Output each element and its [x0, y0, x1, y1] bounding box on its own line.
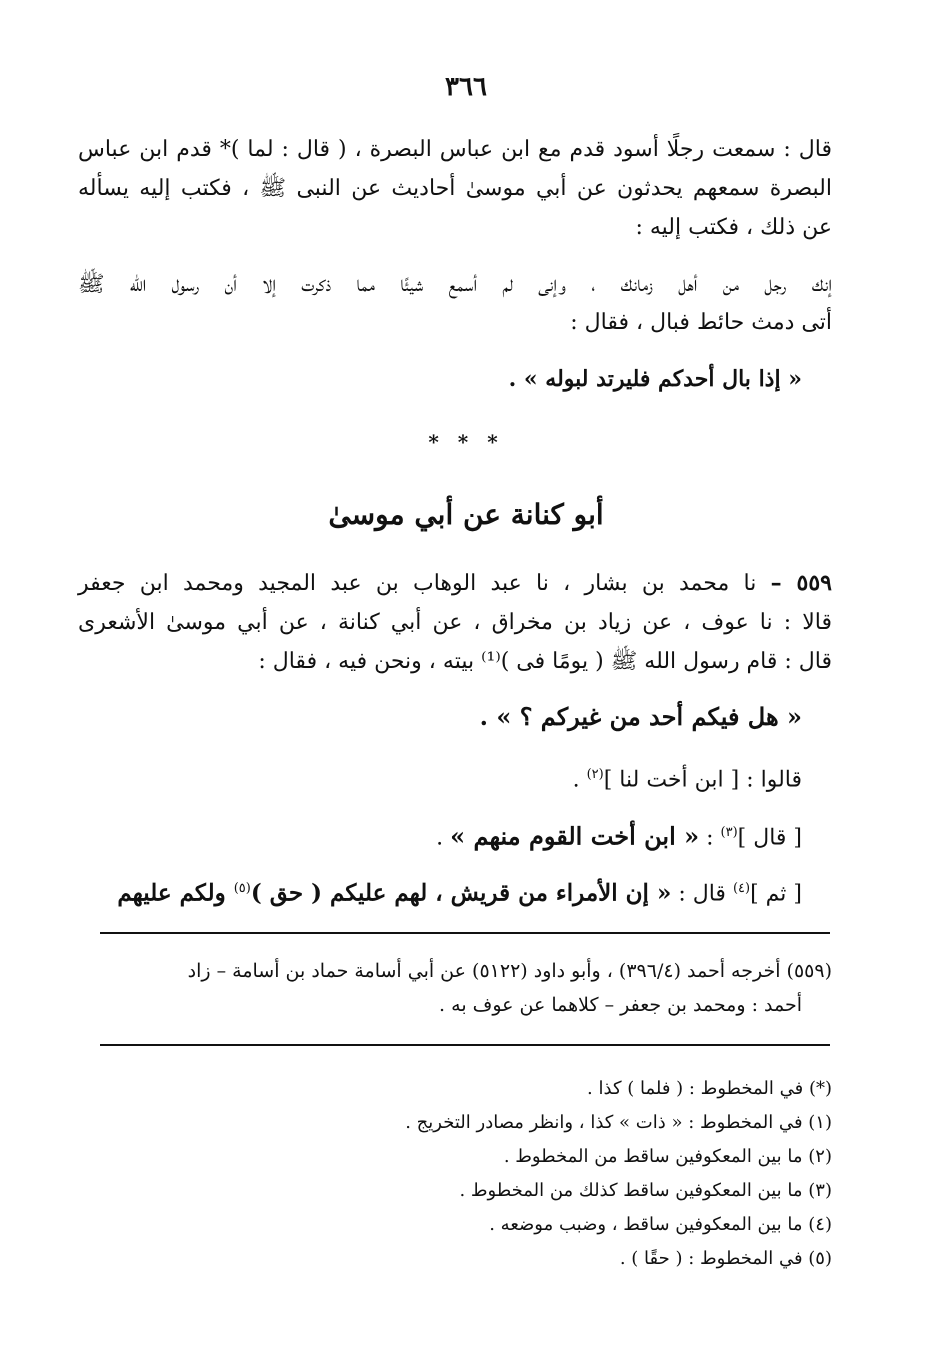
qalu-end: . [572, 767, 587, 793]
hadith-number: ٥٥٩ – [770, 570, 832, 596]
thumma-continuation: ولكم عليهم [117, 879, 234, 907]
footnote-star: (*) في المخطوط : ( فلما ) كذا . [587, 1078, 832, 1099]
thumma-qal: قال : [671, 881, 733, 907]
footnote-mark-3: (٣) [720, 825, 738, 840]
quote-prophet-1: « إذا بال أحدكم فليرتد لبوله » . [508, 366, 802, 392]
hadith-line-1 [78, 568, 832, 599]
quote-hal: « هل فيكم أحد من غيركم ؟ » . [479, 702, 802, 731]
letter-line-1: إنك رجل من أهل زمانك ، وإنى لم أسمع شيئًا مما ذكرت إلا أن رسول الله ﷺ [78, 272, 832, 297]
qal-line [436, 818, 802, 853]
intro-line-2: البصرة سمعهم يحدثون عن أبي موسىٰ أحاديث عن النبى ﷺ ، فكتب إليه يسأله [78, 176, 832, 201]
qal-quote: « ابن أخت القوم منهم » [450, 821, 700, 851]
footnote-4: (٤) ما بين المعكوفين ساقط ، وضبب موضعه . [489, 1214, 832, 1235]
qalu-line [573, 760, 802, 795]
section-title: أبو كنانة عن أبي موسىٰ [328, 498, 604, 531]
footnote-3: (٣) ما بين المعكوفين ساقط كذلك من المخطوط . [459, 1180, 832, 1201]
footnote-mark-4: (٤) [732, 881, 751, 896]
hadith-line-2: قالا : نا عوف ، عن زياد بن مخراق ، عن أبي كنانة ، عن أبي موسىٰ الأشعرى [78, 610, 832, 635]
footnote-mark-5: (٥) [233, 881, 251, 896]
thumma-line [117, 874, 802, 909]
hadith-text-1: نا محمد بن بشار ، نا عبد الوهاب بن عبد المجيد ومحمد ابن جعفر [78, 571, 757, 596]
qal-text: [ قال ] [737, 825, 802, 851]
takhrij-line-1: (٥٥٩) أخرجه أحمد (٣٩٦/٤) ، وأبو داود (٥١٢٢) عن أبي أسامة حماد بن أسامة – زاد [187, 960, 832, 982]
footnote-2: (٢) ما بين المعكوفين ساقط من المخطوط . [503, 1146, 832, 1167]
footnote-5: (٥) في المخطوط : ( حقًا ) . [619, 1248, 832, 1269]
qal-end: . [436, 825, 451, 851]
intro-line-1: قال : سمعت رجلًا أسود قدم مع ابن عباس البصرة ، ( قال : لما )* قدم ابن عباس [78, 137, 832, 162]
footnote-mark-2: (٢) [586, 767, 604, 782]
divider-bottom [100, 1044, 830, 1046]
intro-line-3: عن ذلك ، فكتب إليه : [635, 215, 832, 240]
page-number: ٣٦٦ [445, 72, 487, 102]
qal-colon: : [699, 825, 721, 851]
hadith-line-3: قال : قام رسول الله ﷺ ( يومًا فى )⁽¹⁾ بيته ، ونحن فيه ، فقال : [258, 649, 832, 674]
qalu-text: قالوا : [ ابن أخت لنا ] [603, 767, 802, 793]
thumma-text: [ ثم ] [750, 881, 802, 907]
takhrij-line-2: أحمد : ومحمد بن جعفر – كلاهما عن عوف به . [439, 994, 802, 1016]
letter-line-2: أتى دمث حائط فبال ، فقال : [570, 310, 832, 335]
section-separator: * * * [428, 430, 504, 454]
footnote-1: (١) في المخطوط : « ذات » كذا ، وانظر مصادر التخريج . [405, 1112, 832, 1133]
thumma-quote: « إن الأمراء من قريش ، لهم عليكم ( حق ) [250, 879, 672, 907]
divider-top [100, 932, 830, 934]
